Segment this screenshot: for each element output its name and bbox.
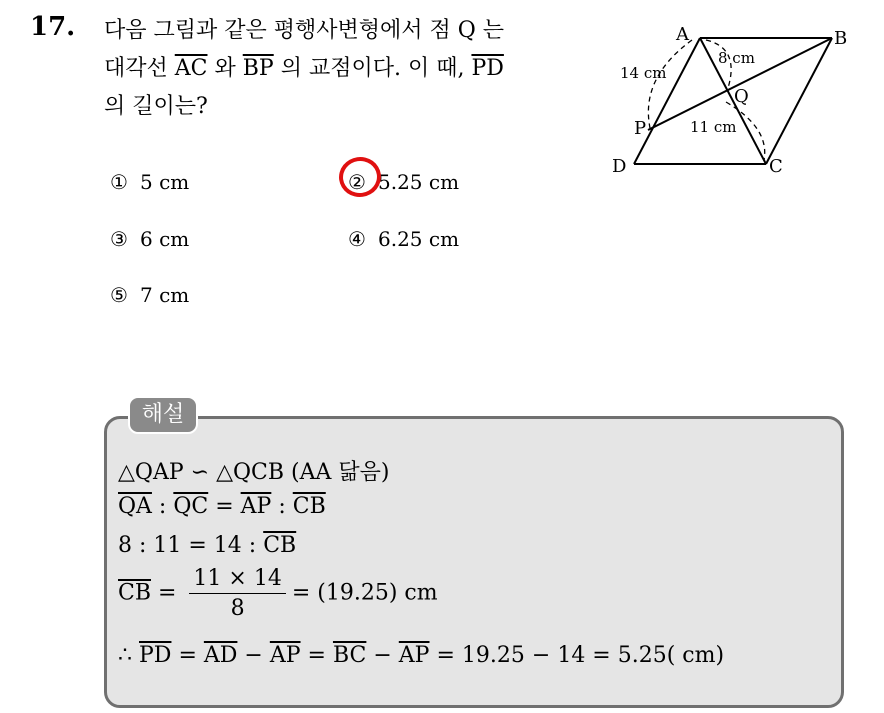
solution-line-5 <box>118 643 724 668</box>
s-text: = (19.25) cm <box>291 580 438 606</box>
s-text: = <box>208 494 241 519</box>
length-ap: 14 cm <box>620 64 667 82</box>
label-p: P <box>634 118 647 139</box>
label-q: Q <box>734 86 749 107</box>
fraction-numerator: 11 × 14 <box>189 566 285 594</box>
solution-line-3 <box>118 533 296 558</box>
s-text: : <box>151 494 174 519</box>
q-text: 의 교점이다. 이 때, <box>273 56 472 81</box>
question-number: 17. <box>30 12 76 42</box>
arc-ap <box>648 40 692 128</box>
q-text: 와 <box>207 56 243 81</box>
solution-line-4 <box>118 566 438 621</box>
s-text: = <box>300 643 333 668</box>
question-line-3: 의 길이는? <box>104 94 208 119</box>
q-text: 대각선 <box>104 56 175 81</box>
s-text: = <box>171 643 204 668</box>
segment-cb: $\overline{CB}$ <box>292 494 326 519</box>
choice-marker: ② <box>348 170 366 194</box>
question-text <box>104 12 594 126</box>
solution-line-1: △QAP ∽ △QCB (AA 닮음) <box>118 460 390 485</box>
s-text: 8 : 11 = 14 : <box>118 533 264 558</box>
edge-da <box>634 38 700 164</box>
question-line-2 <box>104 50 594 88</box>
s-text: − <box>366 643 399 668</box>
solution-tag: 해설 <box>128 396 198 434</box>
choice-text: 7 cm <box>140 283 190 307</box>
choice-marker: ⑤ <box>110 283 128 307</box>
choice-4[interactable] <box>348 227 459 251</box>
segment-ap: $\overline{AP}$ <box>398 643 430 668</box>
choice-marker: ③ <box>110 227 128 251</box>
segment-bp: $\overline{BP}$ <box>242 56 274 81</box>
length-aq: 8 cm <box>718 49 755 67</box>
label-c: C <box>769 156 783 177</box>
choice-text: 5.25 cm <box>378 170 460 194</box>
question-line-1: 다음 그림과 같은 평행사변형에서 점 Q 는 <box>104 18 505 43</box>
fraction-denominator: 8 <box>230 596 245 621</box>
s-text: − <box>237 643 270 668</box>
segment-ap: $\overline{AP}$ <box>240 494 272 519</box>
s-text: ∴ <box>118 643 139 668</box>
choice-text: 6 cm <box>140 227 190 251</box>
fraction <box>189 566 285 621</box>
segment-ad: $\overline{AD}$ <box>203 643 238 668</box>
label-b: B <box>834 28 848 49</box>
segment-cb: $\overline{CB}$ <box>263 533 297 558</box>
segment-qa: $\overline{QA}$ <box>118 494 152 519</box>
label-d: D <box>612 156 627 177</box>
s-text: = 19.25 − 14 = 5.25( cm) <box>429 643 725 668</box>
segment-pd: $\overline{PD}$ <box>139 643 172 668</box>
edge-bc <box>766 38 832 164</box>
segment-ac: $\overline{AC}$ <box>174 56 208 81</box>
segment-ap: $\overline{AP}$ <box>269 643 301 668</box>
solution-line-2 <box>118 494 326 519</box>
choice-text: 6.25 cm <box>378 227 460 251</box>
choice-marker: ④ <box>348 227 366 251</box>
length-qc: 11 cm <box>690 118 737 136</box>
parallelogram-figure <box>600 18 860 188</box>
choice-marker: ① <box>110 170 128 194</box>
segment-bc: $\overline{BC}$ <box>332 643 367 668</box>
choice-1[interactable] <box>110 170 189 194</box>
segment-qc: $\overline{QC}$ <box>173 494 209 519</box>
s-text: = <box>151 580 184 606</box>
s-text: : <box>271 494 293 519</box>
segment-cb: $\overline{CB}$ <box>118 580 151 606</box>
choice-3[interactable] <box>110 227 189 251</box>
choice-text: 5 cm <box>140 170 190 194</box>
label-a: A <box>676 24 689 45</box>
segment-pd: $\overline{PD}$ <box>471 56 504 81</box>
choice-5[interactable] <box>110 283 189 307</box>
